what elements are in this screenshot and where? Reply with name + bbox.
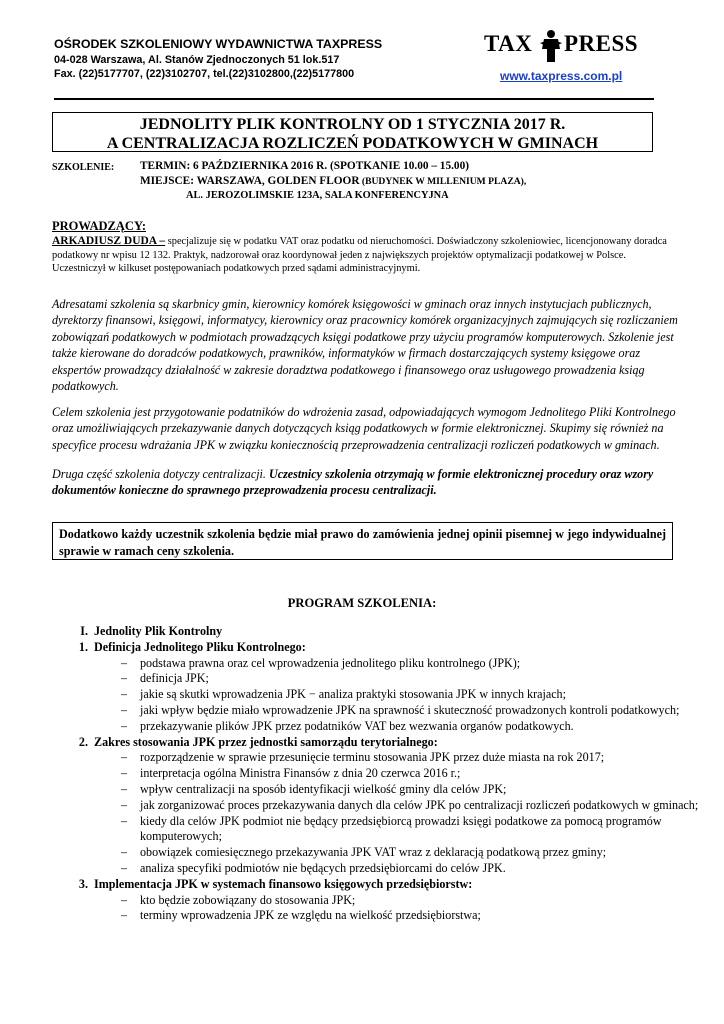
program-item	[60, 893, 700, 909]
program-item	[60, 861, 700, 877]
program-item-text: podstawa prawna oraz cel wprowadzenia jednolitego pliku kontrolnego (JPK);	[140, 655, 521, 670]
bullet-dash: –	[120, 908, 127, 923]
program-item	[60, 814, 700, 846]
program-list	[60, 624, 700, 924]
title-box	[52, 112, 653, 152]
organization-address: 04-028 Warszawa, Al. Stanów Zjednoczonych 51 lok.517	[54, 54, 340, 66]
bullet-dash: –	[120, 860, 127, 875]
program-item-text: obowiązek comiesięcznego przekazywania JPK VAT wraz z deklaracją podatkową przez gminy;	[140, 845, 607, 860]
goal-materials-text: Uczestnicy szkolenia otrzymają w formie elektronicznej procedury oraz wzory dokumentów konieczne do sprawnego przeprowadzenia procesu centralizacji.	[52, 467, 654, 498]
program-item-text: interpretacja ogólna Ministra Finansów z dnia 20 czerwca 2016 r.;	[140, 766, 461, 781]
bullet-dash: –	[120, 766, 127, 781]
organization-name: OŚRODEK SZKOLENIOWY WYDAWNICTWA TAXPRESS	[54, 37, 383, 51]
title-line-1: JEDNOLITY PLIK KONTROLNY OD 1 STYCZNIA 2017 R.	[139, 116, 566, 133]
section-number: 2.	[78, 734, 88, 749]
program-item-text: wpływ centralizacji na sposób identyfikacji wielkość gminy dla celów JPK;	[140, 781, 507, 796]
training-place	[140, 175, 526, 187]
section-number: 3.	[78, 876, 88, 891]
program-item	[60, 656, 700, 672]
program-item-text: kto będzie zobowiązany do stosowania JPK;	[140, 892, 356, 907]
program-item-text: jakie są skutki wprowadzenia JPK − analiza praktyki stosowania JPK w innych krajach;	[140, 687, 566, 702]
bullet-dash: –	[120, 845, 127, 860]
part-title: Jednolity Plik Kontrolny	[94, 624, 223, 638]
bullet-dash: –	[120, 671, 127, 686]
bullet-dash: –	[120, 718, 127, 733]
header-divider	[54, 98, 654, 100]
lecturer-description: specjalizuje się w podatku VAT oraz podatku od nieruchomości. Doświadczony szkoleniowiec, licencjonowany doradca podatkowy nr wpisu 12 132. Praktyk, nadzorował oraz koordynował jeden z największych projektów optymalizacji podatkowej w Polsce. Uczestniczył w kilkuset postępowaniach podatkowych przed sądami administracyjnymi.	[52, 236, 667, 274]
section-title: Implementacja JPK w systemach finansowo księgowych przedsiębiorstw:	[94, 876, 473, 891]
extra-opinion-box: Dodatkowo każdy uczestnik szkolenia będzie miał prawo do zamówienia jednej opinii pisemnej w jego indywidualnej sprawie w ramach ceny szkolenia.	[52, 522, 673, 560]
section-title: Zakres stosowania JPK przez jednostki samorządu terytorialnego:	[94, 734, 438, 749]
bullet-dash: –	[120, 781, 127, 796]
program-item-text: rozporządzenie w sprawie przesunięcie terminu stosowania JPK przez duże miasta na rok 2017;	[140, 750, 605, 765]
place-note: (BUDYNEK W MILLENIUM PLAZA),	[359, 176, 527, 187]
logo-text-press: PRESS	[564, 31, 639, 56]
taxpress-logo	[484, 29, 654, 69]
bullet-dash: –	[120, 687, 127, 702]
program-item-text: jak zorganizować proces przekazywania danych dla celów JPK po centralizacji rozliczeń podatkowych w gminach;	[140, 797, 699, 812]
bullet-dash: –	[120, 797, 127, 812]
program-item-text: analiza specyfiki podmiotów nie będących przedsiębiorcami do celów JPK.	[140, 860, 506, 875]
training-term: TERMIN: 6 PAŹDZIERNIKA 2016 R. (SPOTKANIE 10.00 – 15.00)	[140, 160, 469, 172]
program-part	[60, 624, 700, 640]
program-section-heading	[60, 877, 700, 893]
training-address: AL. JEROZOLIMSKIE 123A, SALA KONFERENCYJNA	[186, 190, 449, 201]
goal-paragraph-2	[52, 466, 688, 499]
audience-paragraph: Adresatami szkolenia są skarbnicy gmin, kierownicy komórek księgowości w gminach oraz innych instytucjach publicznych, dyrektorzy finansowi, księgowi, informatycy, kierownicy oraz pracownicy komórek organizacyjnych zajmujących się rozliczaniem zobowiązań podatkowych w podmiotach prowadzących księgi podatkowe przy użyciu programów komputerowych. Szkolenie jest także kierowane do doradców podatkowych, prawników, informatyków w firmach dostarczających systemy księgowe oraz ekspertów prowadzący działalność w zakresie doradztwa podatkowego i finansowego oraz usługowego prowadzenia ksiąg podatkowych.	[52, 297, 678, 394]
section-number: 1.	[78, 639, 88, 654]
program-item	[60, 845, 700, 861]
program-item-text: definicja JPK;	[140, 671, 209, 686]
program-item-text: terminy wprowadzenia JPK ze względu na wielkość przedsiębiorstwa;	[140, 908, 481, 923]
program-item-text: kiedy dla celów JPK podmiot nie będący przedsiębiorcą prowadzi księgi podatkowe za pomocą programów komputerowych;	[140, 813, 662, 844]
goal-paragraph: Celem szkolenia jest przygotowanie podatników do wdrożenia zasad, odpowiadających wymogom Jednolitego Pliki Kontrolnego oraz umożliwiających przekazywanie danych dotyczących ksiąg podatkowych w formie elektronicznej. Skupimy się również na specyfice procesu wdrażania JPK w związku koniecznością przeprowadzenia centralizacji rozliczeń podatkowych w gminach.	[52, 405, 676, 452]
lecturer-bio	[52, 235, 672, 276]
program-item	[60, 766, 700, 782]
program-section-heading	[60, 735, 700, 751]
organization-contact: Fax. (22)5177707, (22)3102707, tel.(22)3102800,(22)5177800	[54, 68, 355, 80]
logo-emblem-icon	[540, 29, 562, 63]
program-item	[60, 703, 700, 719]
goal-centralization-text: Druga część szkolenia dotyczy centralizacji.	[52, 467, 269, 481]
program-item	[60, 687, 700, 703]
website-link[interactable]: www.taxpress.com.pl	[500, 69, 623, 83]
title-line-2: A CENTRALIZACJA ROZLICZEŃ PODATKOWYCH W GMINACH	[106, 134, 599, 152]
program-item	[60, 908, 700, 924]
program-item	[60, 671, 700, 687]
bullet-dash: –	[120, 750, 127, 765]
bullet-dash: –	[120, 813, 127, 828]
program-item-text: przekazywanie plików JPK przez podatników VAT bez wezwania organów podatkowych.	[140, 718, 574, 733]
bullet-dash: –	[120, 892, 127, 907]
part-number: I.	[80, 624, 88, 638]
logo-text-tax: TAX	[484, 31, 533, 56]
program-heading: PROGRAM SZKOLENIA:	[287, 596, 437, 610]
program-sections	[60, 640, 700, 924]
bullet-dash: –	[120, 702, 127, 717]
lecturer-heading: PROWADZĄCY:	[52, 219, 146, 233]
section-title: Definicja Jednolitego Pliku Kontrolnego:	[94, 639, 306, 654]
program-section-heading	[60, 640, 700, 656]
program-item	[60, 798, 700, 814]
program-item	[60, 782, 700, 798]
program-item	[60, 750, 700, 766]
lecturer-name: ARKADIUSZ DUDA –	[52, 235, 166, 247]
training-label: SZKOLENIE:	[52, 162, 115, 173]
bullet-dash: –	[120, 655, 127, 670]
place-name: MIEJSCE: WARSZAWA, GOLDEN FLOOR	[140, 175, 360, 187]
program-item-text: jaki wpływ będzie miało wprowadzenie JPK na sprawność i skuteczność prowadzonych kontroli podatkowych;	[140, 702, 680, 717]
program-item	[60, 719, 700, 735]
